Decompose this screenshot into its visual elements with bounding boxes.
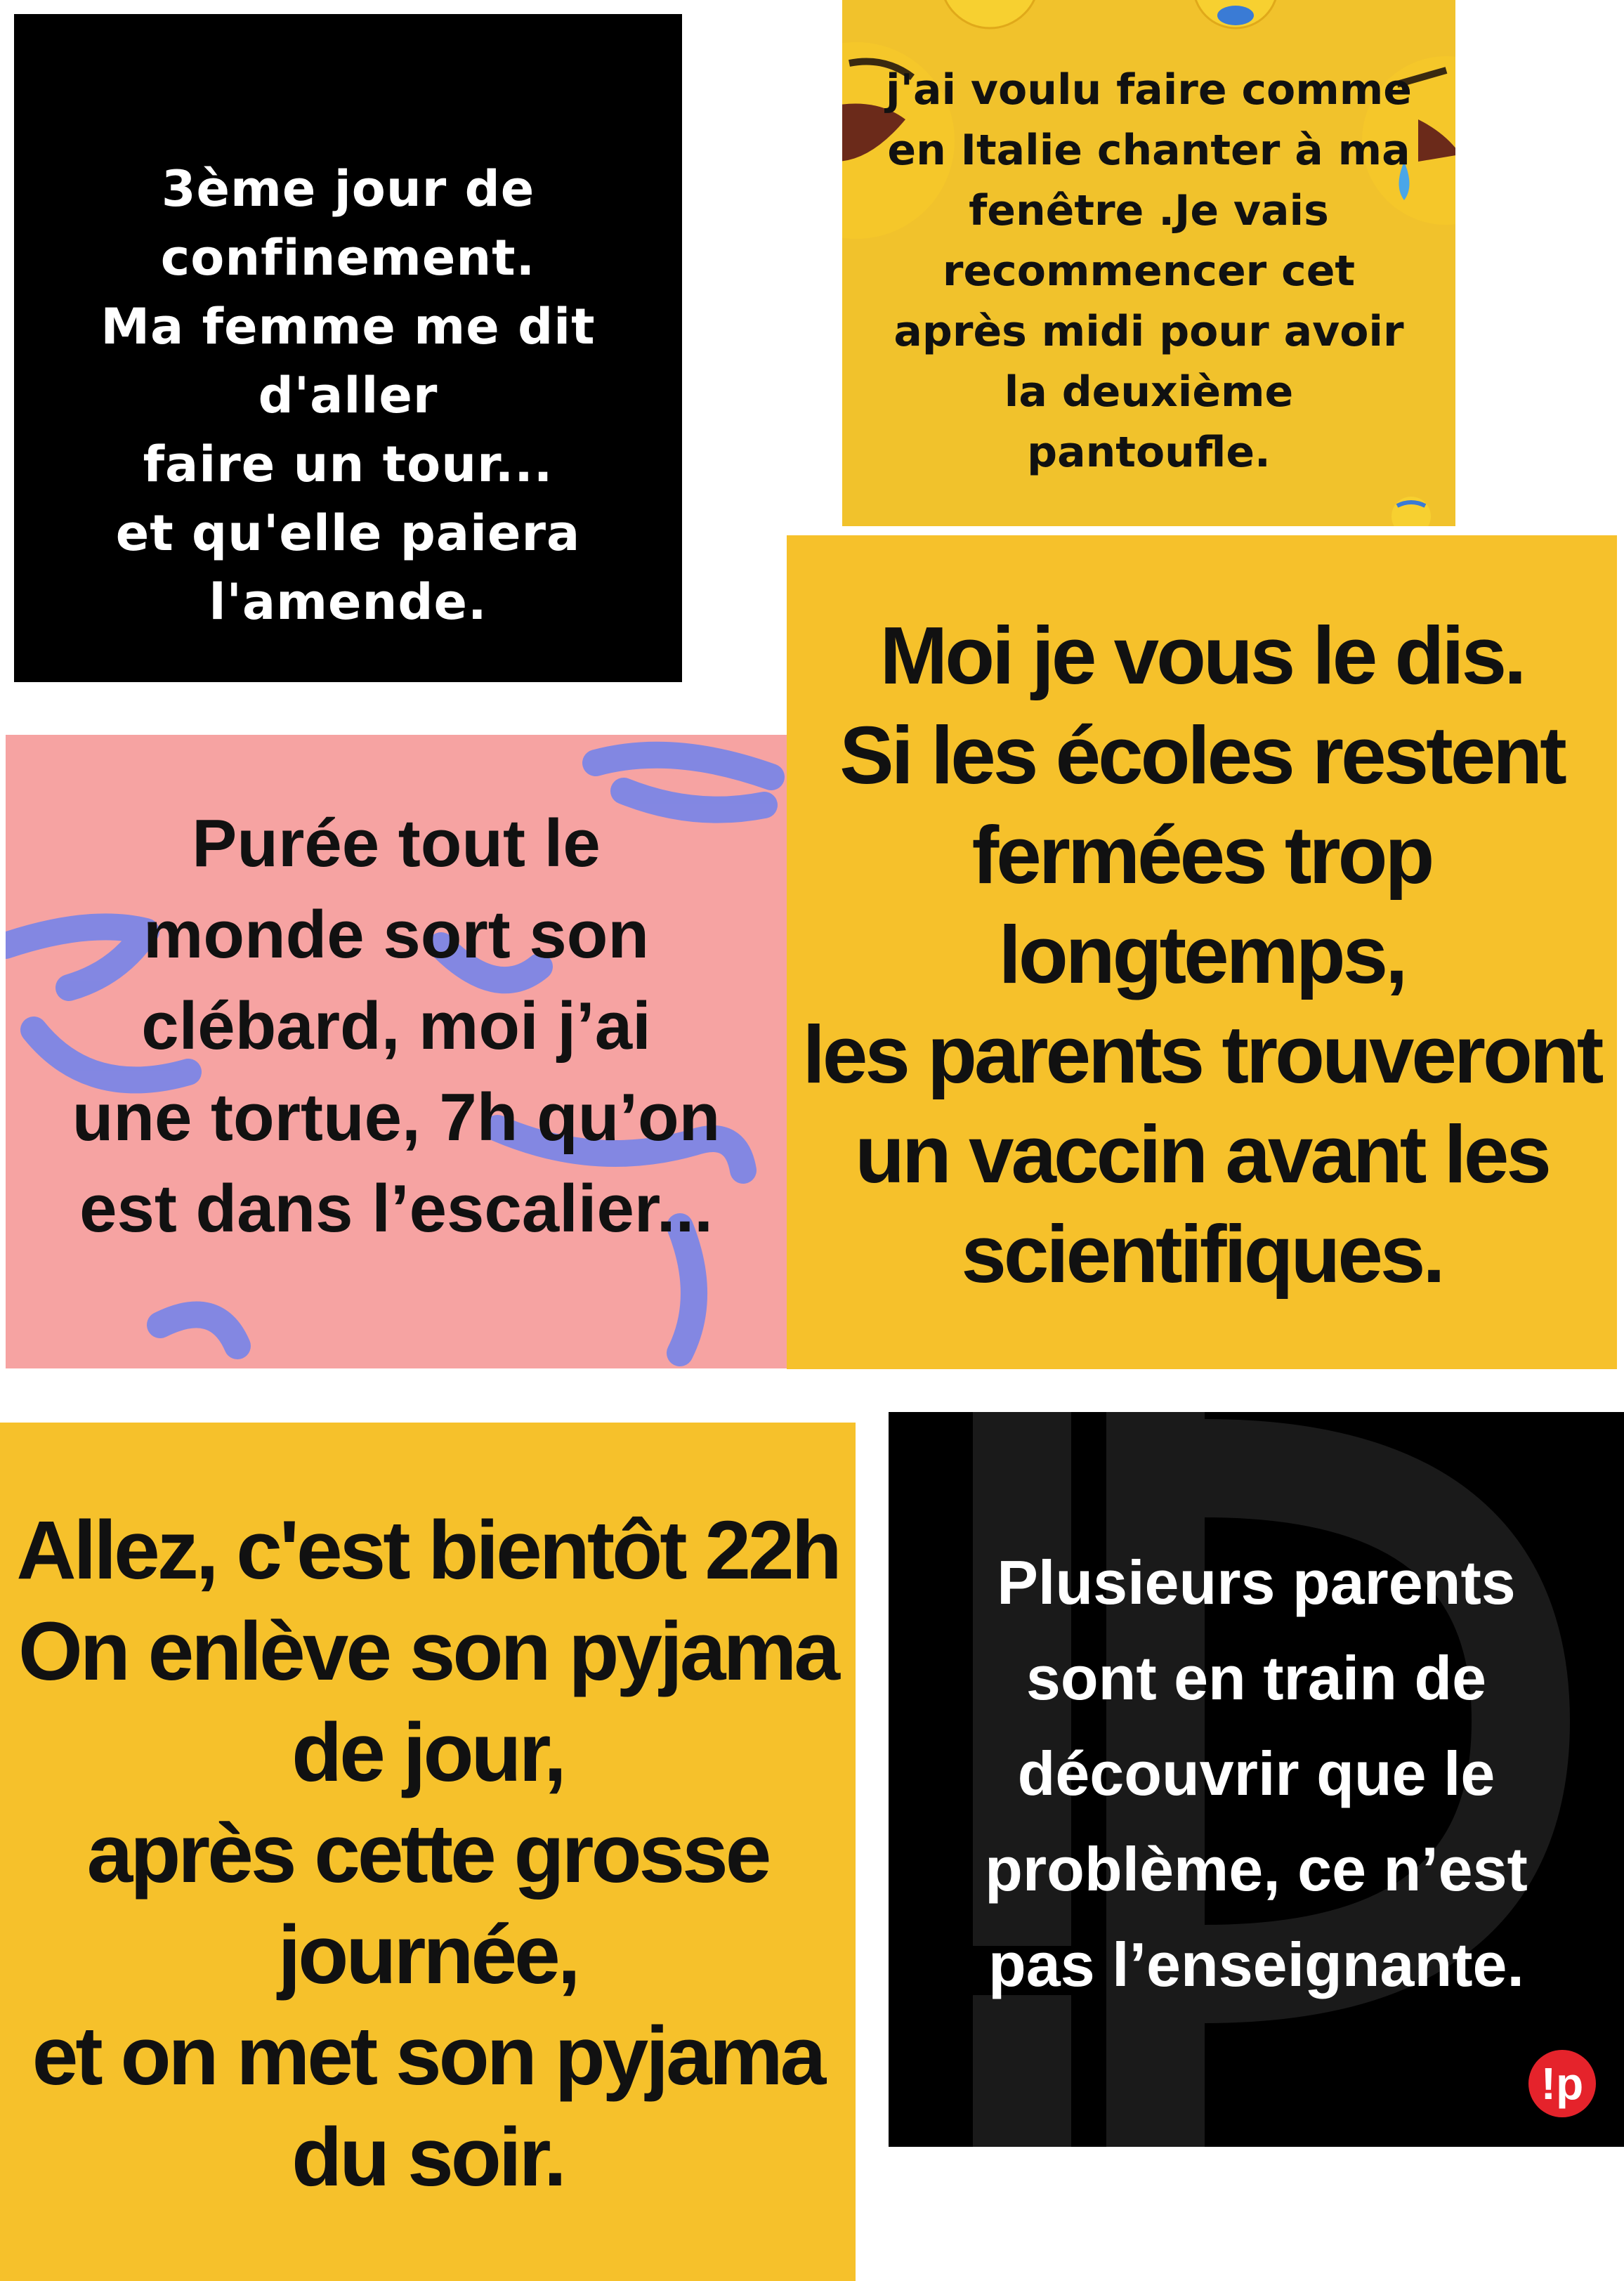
- meme-text: Allez, c'est bientôt 22h On enlève son pyjama de jour, après cette grosse journée, et on met son pyjama du soir.: [16, 1504, 839, 2204]
- meme-card-enseignante: [889, 1412, 1624, 2147]
- meme-text: Plusieurs parents sont en train de découvrir que le problème, ce n’est pas l’enseignante.: [985, 1548, 1528, 1999]
- meme-card-italie: [842, 0, 1455, 526]
- meme-text: j'ai voulu faire comme en Italie chanter à ma fenêtre .Je vais recommencer cet après midi pour avoir la deuxième pantoufle.: [886, 65, 1412, 477]
- meme-card-confinement: [14, 14, 682, 682]
- meme-text: 3ème jour de confinement. Ma femme me dit d'aller faire un tour... et qu'elle paiera l'amende.: [100, 160, 596, 631]
- meme-card-ecoles: [787, 535, 1617, 1369]
- meme-card-pyjama: [0, 1423, 856, 2281]
- meme-text: Moi je vous le dis. Si les écoles restent fermées trop longtemps, les parents trouveront un vaccin avant les scientifiques.: [802, 610, 1602, 1300]
- meme-text: Purée tout le monde sort son clébard, moi j’ai une tortue, 7h qu’on est dans l’escalier...: [72, 806, 721, 1246]
- brand-logo: !p: [1528, 2050, 1596, 2117]
- meme-card-tortue: [6, 735, 787, 1368]
